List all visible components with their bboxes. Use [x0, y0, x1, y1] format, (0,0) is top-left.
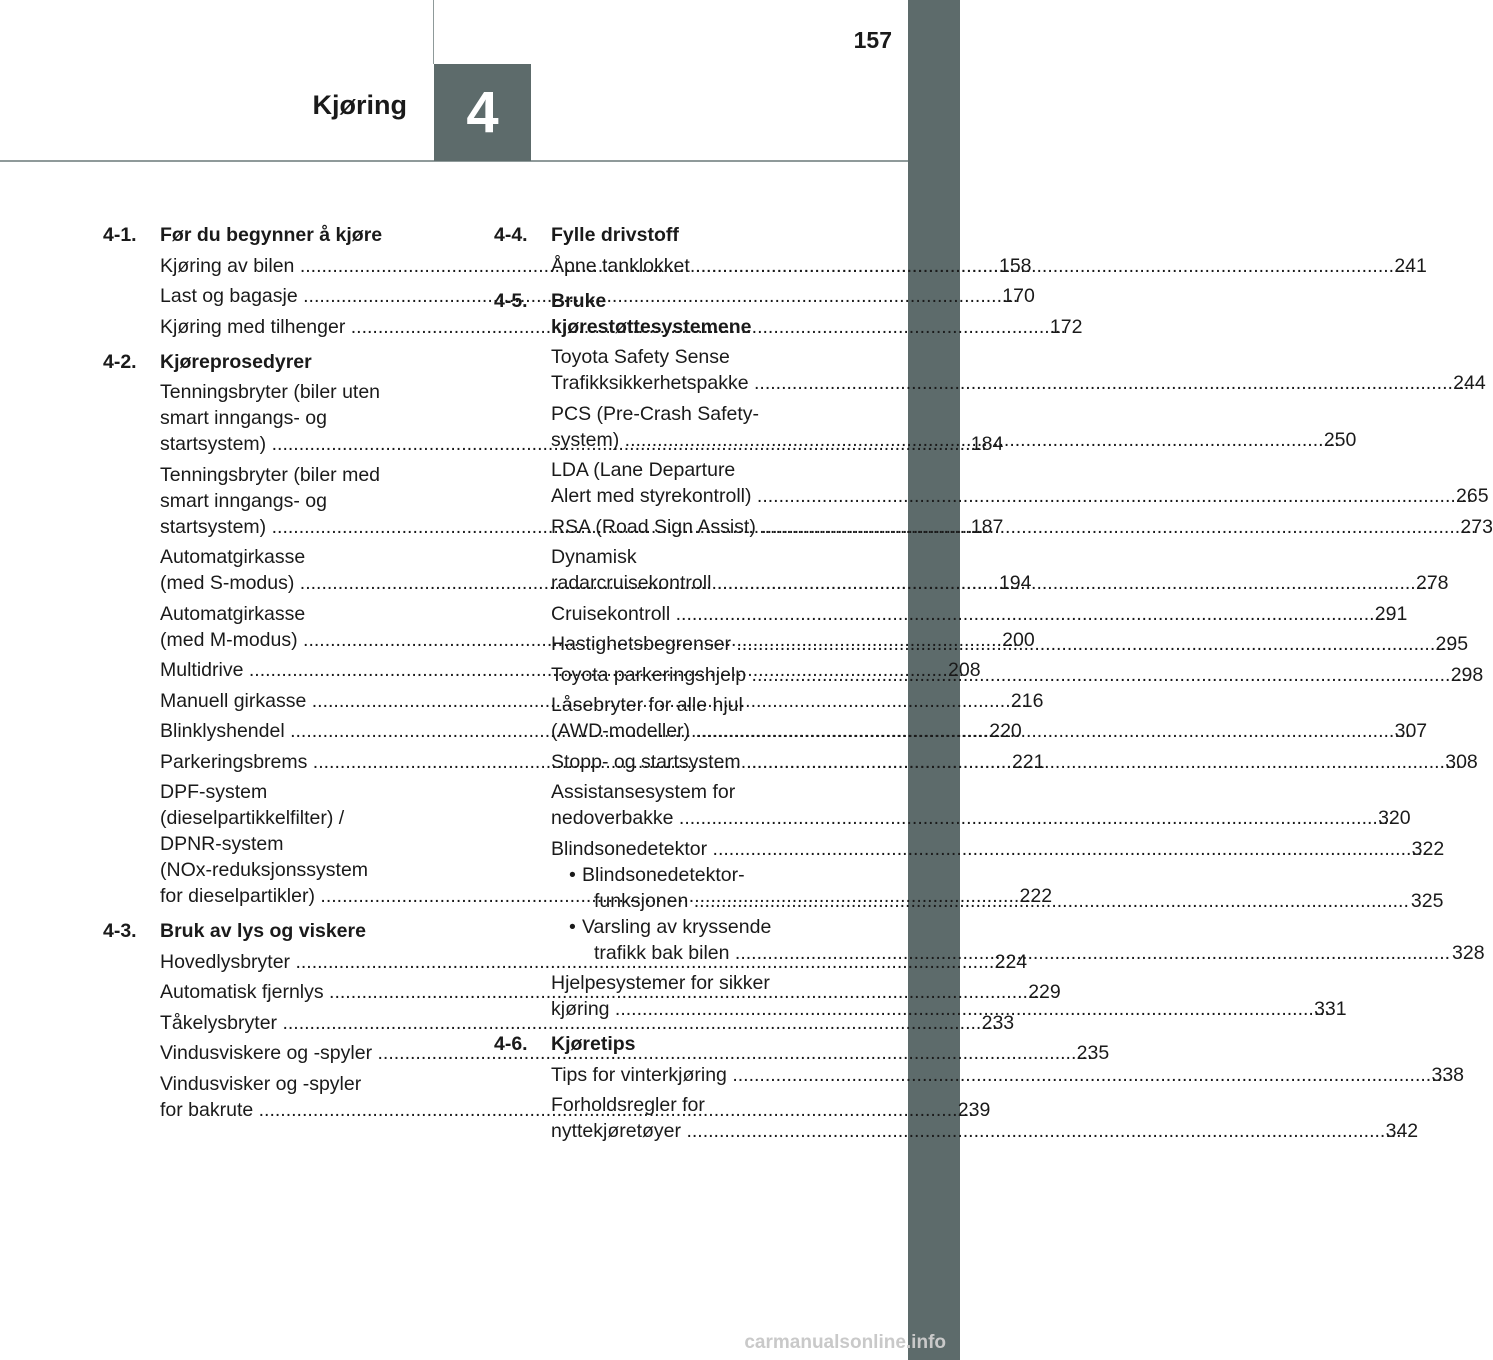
entry-page: 229	[1028, 981, 1061, 1003]
entry-title-line: Automatgirkasse	[160, 546, 306, 568]
section-number: 4-6.	[494, 1033, 528, 1055]
section-number: 4-5.	[494, 289, 528, 312]
toc-section-4-5[interactable]	[494, 288, 845, 340]
section-number: 4-3.	[103, 920, 137, 942]
entry-title: Parkeringsbrems .....	[178, 749, 1028, 775]
entry-page: 320	[1378, 807, 1411, 829]
toc-section-4-3[interactable]	[103, 918, 461, 944]
entry-title: Automatisk fjernlys .....	[178, 979, 1044, 1005]
entry-title-line: (med M-modus) .....	[178, 627, 1018, 653]
entry-title-line: Alert med styrekontroll) .....	[569, 483, 1472, 509]
section-title-line: kjørestøttesystemene	[551, 315, 752, 338]
entry-title-line: DPNR-system	[160, 833, 284, 855]
entry-title: Tåkelysbryter .....	[178, 1010, 998, 1036]
section-number: 4-1.	[103, 224, 137, 246]
entry-title: Manuell girkasse .....	[178, 688, 1027, 714]
bullet-icon: •	[569, 915, 576, 938]
entry-title-line: Tenningsbryter (biler uten	[160, 381, 381, 403]
entry-title-line: Hjelpesystemer for sikker	[551, 972, 770, 994]
entry-title-line: trafikk bak bilen .....	[582, 940, 1450, 966]
entry-title-line: (AWD-modeller) .....	[569, 718, 1411, 744]
entry-page: 295	[1435, 633, 1469, 655]
entry-title-line: funksjonen .....	[582, 888, 1409, 914]
toc-entry[interactable]	[160, 1010, 1015, 1036]
entry-page: 158	[998, 254, 1032, 277]
bullet-icon: •	[569, 863, 576, 886]
entry-title-line: (med S-modus) .....	[178, 570, 1015, 596]
toc-entry[interactable]	[551, 1062, 1465, 1088]
toc-entry[interactable]	[551, 601, 1408, 627]
entry-page: 221	[1011, 750, 1045, 773]
entry-title: Last og bagasje .....	[178, 283, 1018, 309]
entry-title: RSA (Road Sign Assist) .....	[569, 514, 1476, 540]
entry-page: 298	[1450, 663, 1484, 686]
entry-title-line: LDA (Lane Departure	[551, 459, 736, 481]
entry-title: Åpne tanklokket .....	[569, 253, 1410, 279]
entry-title: Blindsonedetektor .....	[569, 836, 1428, 862]
chapter-number-box	[434, 64, 531, 161]
entry-page: 170	[1002, 285, 1035, 307]
toc-section-4-6[interactable]	[494, 1031, 845, 1057]
toc-entry[interactable]	[551, 779, 1411, 831]
entry-page: 308	[1445, 750, 1478, 773]
entry-page: 187	[970, 515, 1004, 538]
entry-title-line: startsystem) .....	[178, 514, 987, 540]
entry-title-line: Assistansesystem for	[551, 781, 736, 803]
entry-title-line: smart inngangs- og	[160, 489, 327, 512]
entry-page: 291	[1374, 602, 1408, 625]
chapter-title: Kjøring	[312, 90, 407, 120]
entry-page: 265	[1456, 485, 1489, 507]
entry-page: 273	[1460, 515, 1493, 538]
entry-title: Hovedlysbryter .....	[178, 949, 1011, 975]
entry-page: 194	[998, 572, 1032, 594]
entry-title-line: Tenningsbryter (biler med	[160, 463, 381, 486]
entry-page: 220	[989, 720, 1022, 742]
entry-page: 184	[970, 433, 1004, 455]
entry-title-line: Varsling av kryssende	[582, 915, 772, 938]
entry-title-line: DPF-system	[160, 781, 268, 803]
entry-title-line: (dieselpartikkelfilter) /	[160, 807, 345, 829]
entry-title: Multidrive .....	[178, 657, 964, 683]
entry-title-line: Toyota Safety Sense	[551, 346, 730, 368]
entry-page: 233	[981, 1011, 1015, 1034]
section-number: 4-2.	[103, 350, 137, 373]
entry-page: 222	[1019, 885, 1053, 907]
header-divider	[433, 0, 434, 64]
entry-title: Kjøring med tilhenger .....	[178, 314, 1066, 340]
page-number: 157	[853, 27, 892, 53]
entry-page: 235	[1076, 1042, 1110, 1064]
toc-section-4-2[interactable]	[103, 349, 461, 375]
entry-title: Blinklyshendel .....	[178, 718, 1005, 744]
entry-title: Kjøring av bilen .....	[178, 253, 1015, 279]
entry-page: 200	[1002, 628, 1035, 651]
entry-title-line: (NOx-reduksjonssystem	[160, 859, 369, 881]
entry-title-line: radarcruisekontroll .....	[569, 570, 1432, 596]
toc-section-4-4[interactable]	[494, 222, 845, 248]
entry-title-line: Automatgirkasse	[160, 602, 306, 625]
section-title: Før du begynner å kjøre	[160, 224, 383, 246]
entry-title-line: Dynamisk	[551, 546, 637, 568]
entry-title: Tips for vinterkjøring .....	[569, 1062, 1447, 1088]
entry-title-line: nyttekjøretøyer .....	[569, 1118, 1402, 1144]
entry-title-line: Låsebryter for alle hjul	[551, 694, 743, 716]
entry-title: Toyota parkeringshjelp .....	[569, 662, 1467, 688]
entry-title-line: system) .....	[569, 427, 1340, 453]
entry-title-line: startsystem) .....	[178, 431, 987, 457]
entry-title-line: Trafikksikkerhetspakke .....	[569, 370, 1469, 396]
entry-page: 244	[1453, 372, 1486, 394]
section-title: Kjøretips	[551, 1033, 636, 1055]
toc-entry[interactable]	[551, 457, 1489, 509]
entry-page: 172	[1049, 315, 1083, 338]
entry-title-line: for dieselpartikler) .....	[178, 883, 1036, 909]
watermark: carmanualsonline.info	[744, 1332, 946, 1353]
entry-page: 239	[957, 1098, 991, 1121]
section-title: Kjøreprosedyrer	[160, 350, 312, 373]
entry-title: Stopp- og startsystem .....	[569, 749, 1461, 775]
toc-section-4-1[interactable]	[103, 222, 461, 248]
entry-title-line: nedoverbakke .....	[569, 805, 1394, 831]
entry-page: 328	[1452, 941, 1485, 964]
section-title: Bruk av lys og viskere	[160, 920, 366, 942]
section-title-line: Bruke	[551, 289, 607, 312]
entry-title-line: kjøring .....	[569, 996, 1330, 1022]
entry-title-line: Forholdsregler for	[551, 1094, 705, 1116]
entry-page: 325	[1410, 889, 1444, 912]
entry-page: 338	[1431, 1063, 1465, 1086]
entry-title: Vindusviskere og -spyler .....	[178, 1040, 1093, 1066]
toc-entry[interactable]	[551, 344, 1486, 396]
entry-page: 216	[1010, 689, 1044, 712]
entry-page: 208	[948, 659, 981, 681]
entry-page: 342	[1385, 1120, 1419, 1142]
entry-page: 224	[994, 950, 1028, 973]
chapter-number: 4	[466, 80, 499, 145]
entry-title-line: PCS (Pre-Crash Safety-	[551, 402, 760, 425]
entry-title: Cruisekontroll .....	[569, 601, 1391, 627]
entry-title-line: Blindsonedetektor-	[582, 863, 745, 886]
entry-page: 250	[1323, 428, 1357, 451]
entry-page: 331	[1314, 998, 1347, 1020]
entry-title: Hastighetsbegrenser .....	[569, 631, 1452, 657]
entry-title-line: for bakrute .....	[178, 1097, 974, 1123]
entry-page: 307	[1394, 720, 1428, 742]
section-title	[551, 288, 845, 340]
entry-title-line: smart inngangs- og	[160, 407, 327, 429]
entry-title-line: Vindusvisker og -spyler	[160, 1072, 362, 1095]
entry-page: 241	[1394, 254, 1427, 277]
section-number: 4-4.	[494, 224, 528, 246]
entry-page: 322	[1411, 837, 1445, 860]
section-title: Fylle drivstoff	[551, 224, 679, 246]
toc-entry[interactable]	[551, 836, 1445, 862]
entry-page: 278	[1415, 572, 1449, 594]
